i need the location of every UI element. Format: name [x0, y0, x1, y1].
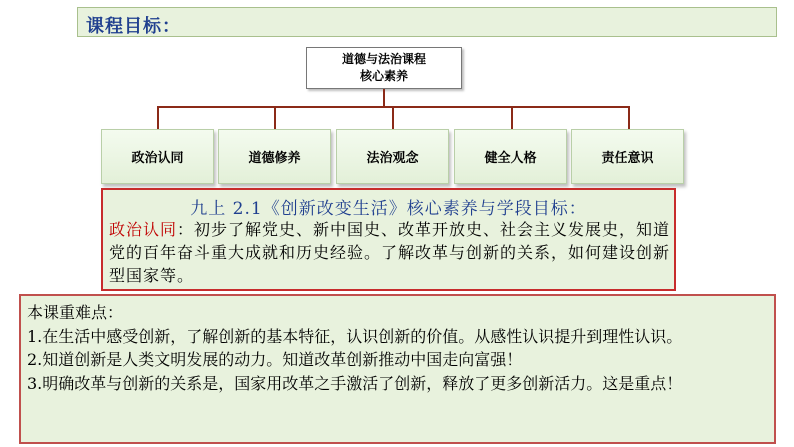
goal-label: 政治认同 [109, 220, 178, 239]
goal-body: ：初步了解党史、新中国史、改革开放史、社会主义发展史，知道党的百年奋斗重大成就和历史经验。了解改革与创新的关系，如何建设创新型国家等。 [109, 220, 671, 285]
tree-node-rule-of-law: 法治观念 [336, 129, 449, 184]
header-bar [77, 7, 777, 37]
root-label-line1: 道德与法治课程 [341, 52, 426, 66]
focus-heading: 本课重难点： [27, 303, 124, 322]
connector-child-3 [392, 106, 394, 129]
tree-root-node [306, 47, 462, 89]
connector-vertical-root [383, 89, 385, 107]
tree-node-political-identity: 政治认同 [101, 129, 214, 184]
connector-child-5 [628, 106, 630, 129]
goal-text [109, 218, 671, 287]
focus-panel [19, 294, 776, 444]
focus-item-3: 3.明确改革与创新的关系是，国家用改革之手激活了创新，释放了更多创新活力。这是重点！ [27, 373, 683, 393]
connector-child-1 [157, 106, 159, 129]
connector-child-4 [511, 106, 513, 129]
connector-child-2 [274, 106, 276, 129]
focus-text [27, 301, 772, 395]
goal-panel [101, 188, 676, 291]
goal-title: 九上 2.1《创新改变生活》核心素养与学段目标： [190, 199, 587, 219]
tree-node-sound-personality: 健全人格 [454, 129, 567, 184]
tree-node-responsibility: 责任意识 [571, 129, 684, 184]
focus-item-2: 2.知道创新是人类文明发展的动力。知道改革创新推动中国走向富强！ [27, 350, 523, 369]
root-label-line2: 核心素养 [359, 69, 408, 83]
focus-item-1: 1.在生活中感受创新，了解创新的基本特征，认识创新的价值。从感性认识提升到理性认识。 [27, 326, 683, 346]
tree-node-moral-cultivation: 道德修养 [218, 129, 331, 184]
page-title: 课程目标： [86, 16, 181, 37]
